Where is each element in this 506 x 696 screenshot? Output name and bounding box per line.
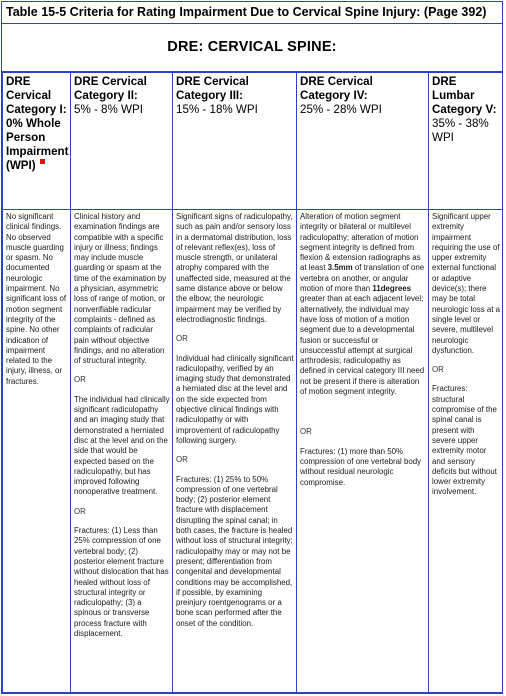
cell-2-or-1: OR	[74, 375, 86, 385]
cell-4-translation-value: 3.5mm	[327, 263, 353, 273]
cell-3-text-2: Individual had clinically significant radiculopathy, verified by an imaging study that demonstrated a herniated disc at the level and on the side expected from objective clinical findings with radiculopathy or with improvement of radiculopathy following surgery.	[176, 353, 294, 445]
header-category-4	[297, 73, 429, 210]
header-category-2-label: DRE Cervical Category II:	[74, 75, 147, 102]
cell-3-or-2: OR	[176, 455, 188, 465]
criteria-row	[3, 210, 503, 693]
header-row	[3, 73, 503, 210]
cell-4-text-2: Fractures: (1) more than 50% compression of one vertebral body without residual neurologic compromise.	[300, 446, 422, 487]
header-category-3-range: 15% - 18% WPI	[176, 103, 258, 116]
header-category-2-range: 5% - 8% WPI	[74, 103, 143, 116]
criteria-table-frame	[1, 1, 503, 694]
cell-4-angle-value: 11degrees	[372, 284, 411, 294]
cell-category-5	[429, 210, 503, 693]
criteria-table	[2, 72, 503, 693]
header-category-2	[71, 73, 173, 210]
red-mark-icon	[40, 159, 45, 164]
table-title: Table 15-5 Criteria for Rating Impairment Due to Cervical Spine Injury: (Page 392)	[2, 2, 502, 24]
cell-4-or-1: OR	[300, 427, 312, 437]
cell-4-text-1a: Alteration of motion segment integrity or bilateral or multilevel radiculopathy; alteration of motion segment integrity is defined from flexion & extension radiographs as at least	[300, 212, 421, 273]
cell-3-or-1: OR	[176, 334, 188, 344]
cell-2-or-2: OR	[74, 506, 86, 516]
cell-1-text: No significant clinical findings. No observed muscle guarding or spasm. No documented neurologic impairment. No significant loss of motion segment integrity of the spine. No other indication of impairment related to the injury, illness, or fractures.	[6, 212, 67, 386]
header-category-1	[3, 73, 71, 210]
cell-4-text-1	[300, 212, 426, 397]
header-category-5-range: 35% - 38% WPI	[432, 117, 489, 144]
header-category-4-range: 25% - 28% WPI	[300, 103, 382, 116]
cell-4-text-1c: of translation of one vertebra on another, or angular motion of more than	[300, 263, 425, 294]
cell-2-text-2: The individual had clinically significant radiculopathy and an imaging study that demonstrated a herniated disc at the level and on the side that would be expected based on the radiculopathy, but has improved following nonoperative treatment.	[74, 394, 170, 497]
header-category-4-label: DRE Cervical Category IV:	[300, 75, 373, 102]
cell-2-text-1: Clinical history and examination findings are compatible with a specific injury or illness; findings may include muscle guarding or spasm at the time of the examination by a physician, asymmetric loss of range of motion, or nonverifiable radicular complaints - defined as complaints of radicular pain without objective findings, and no alteration of structural integrity.	[74, 212, 167, 366]
cell-category-1	[3, 210, 71, 693]
header-category-5-label: DRE Lumbar Category V:	[432, 75, 497, 116]
cell-4-text-1e: greater than at each adjacent level; alternatively, the individual may have loss of motion of a motion segment due to a developmental fusion or successful or unsuccessful attempt at surgical arthrodesis; radiculopathy as defined in cervical category III need not be present if there is alteration of motion segment integrity.	[300, 294, 425, 397]
cell-category-4	[297, 210, 429, 693]
cell-5-text-2: Fractures: structural compromise of the spinal canal is present with severe upper extremity motor and sensory deficits but without lower extremity involvement.	[432, 384, 497, 497]
header-category-5	[429, 73, 503, 210]
header-category-3	[173, 73, 297, 210]
cell-3-text-1: Significant signs of radiculopathy, such as pain and/or sensory loss in a dermatomal distribution, loss of relevant reflex(es), loss of muscle strength, or unilateral atrophy compared with the unaffected side, measured at the same distance above or below the elbow; the neurologic impairment may be verified by electrodiagnostic findings.	[176, 212, 293, 324]
cell-category-3	[173, 210, 297, 693]
cell-5-text-1: Significant upper extremity impairment requiring the use of upper extremity external functional or adaptive device(s); there may be total neurologic loss at a single level or severe, multilevel neurologic dysfunction.	[432, 212, 500, 355]
cell-3-text-3: Fractures: (1) 25% to 50% compression of one vertebral body; (2) posterior element fracture with displacement disrupting the spinal canal; in both cases, the fracture is healed without loss of structural integrity; radiculopathy may or may not be present; differentiation from congenital and developmental conditions may be accomplished, if possible, by examining preinjury roentgenograms or a bone scan performed after the onset of the condition.	[176, 474, 293, 628]
cell-5-or-1: OR	[432, 365, 444, 375]
cell-category-2	[71, 210, 173, 693]
header-category-3-label: DRE Cervical Category III:	[176, 75, 249, 102]
table-subtitle: DRE: CERVICAL SPINE:	[2, 24, 502, 72]
header-category-1-label: DRE Cervical Category I: 0% Whole Person Impairment (WPI)	[6, 75, 69, 172]
cell-2-text-3: Fractures: (1) Less than 25% compression of one vertebral body; (2) posterior element fracture without dislocation that has healed without loss of structural integrity or radiculopathy; (3) a spinous or transverse process fracture with displacement.	[74, 526, 169, 638]
